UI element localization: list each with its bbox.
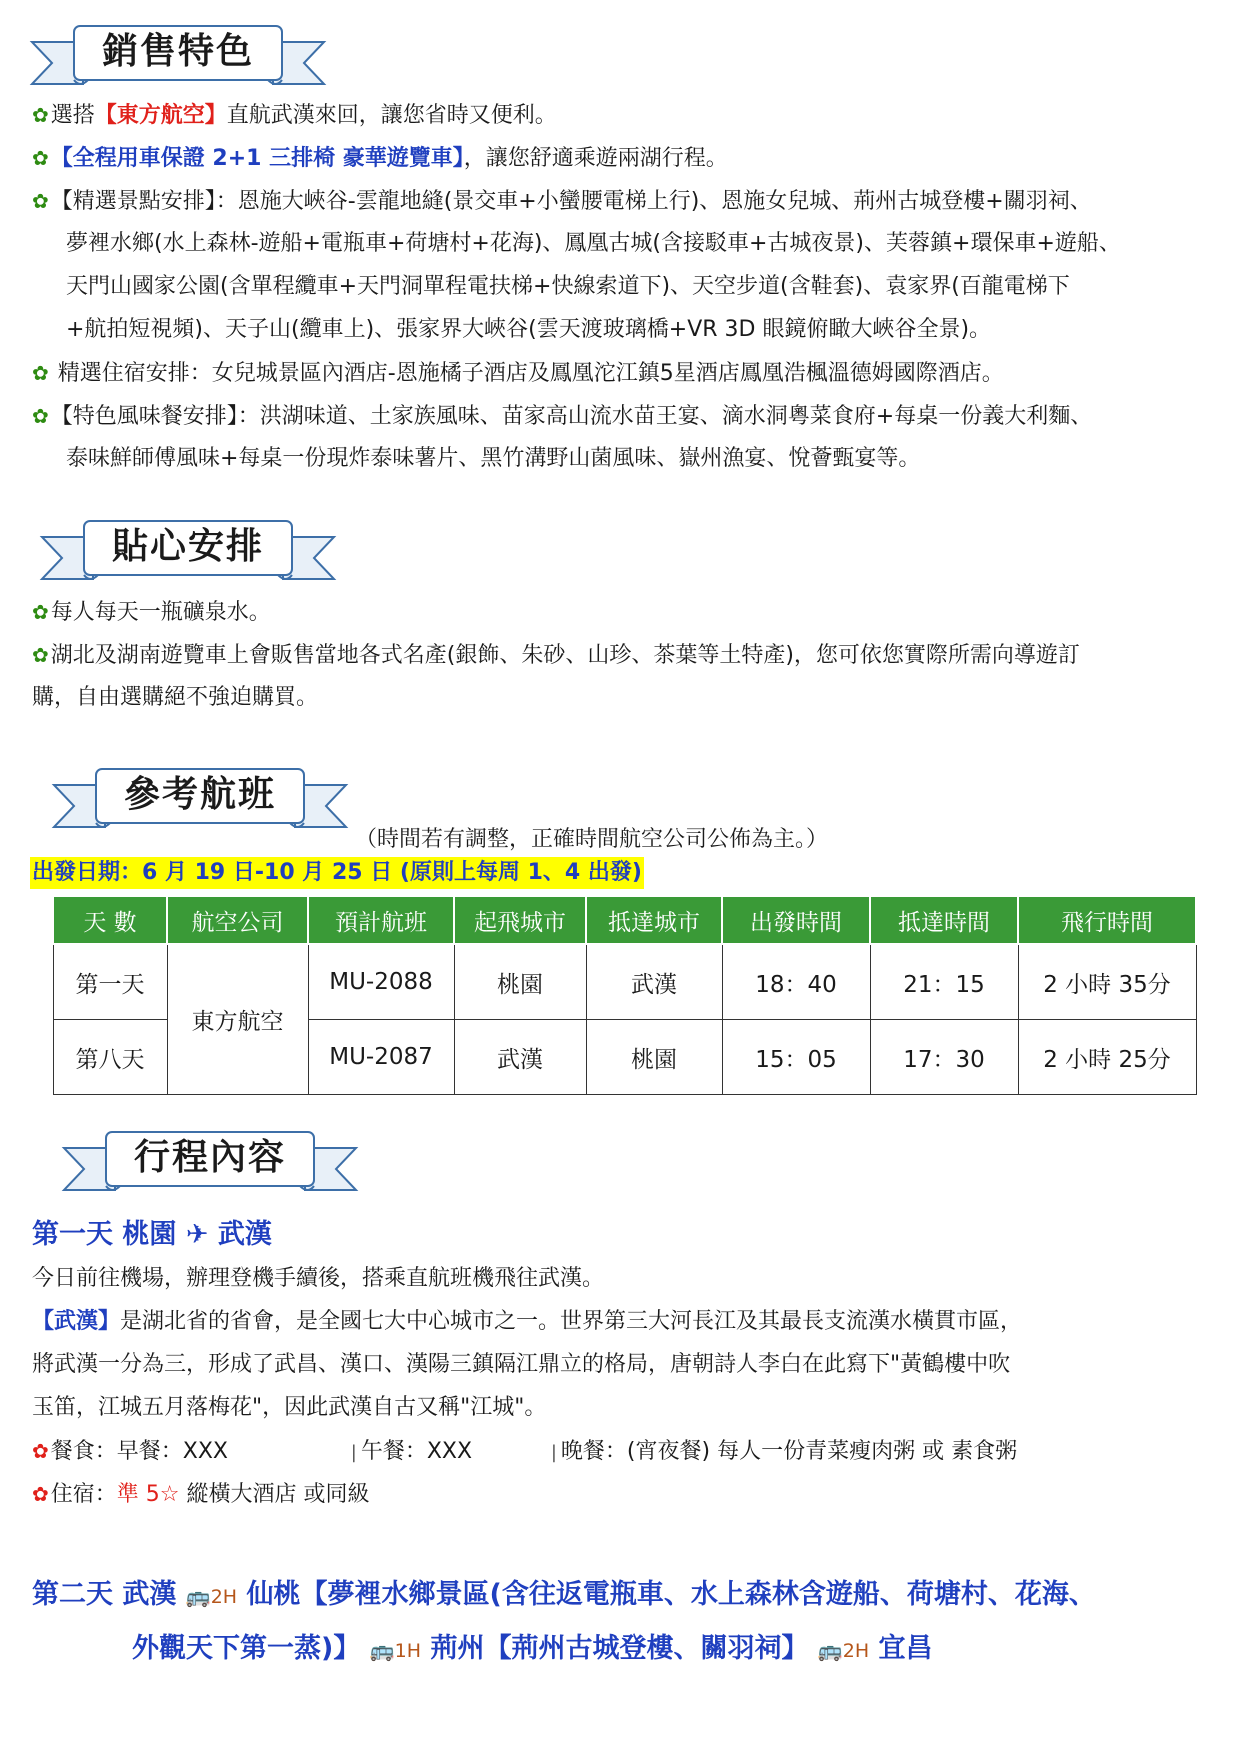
from-cell: 桃園 — [454, 944, 586, 1020]
column-header: 起飛城市 — [454, 896, 586, 944]
day1-hotel: ✿住宿：準 5☆ 縱橫大酒店 或同級 — [32, 1482, 370, 1507]
feature-line: ✿【特色風味餐安排】：洪湖味道、土家族風味、苗家高山流水苗王宴、滴水洞粵菜食府+每桌一份義大利麵、 — [32, 404, 1093, 429]
airplane-icon: ✈ — [185, 1219, 209, 1250]
flight-cell: MU-2088 — [308, 944, 454, 1020]
section-title: 行程內容 — [133, 1137, 286, 1178]
section-title: 參考航班 — [123, 774, 276, 815]
flower-icon: ✿ — [32, 600, 49, 624]
dep-cell: 18：40 — [722, 944, 870, 1020]
section-banner-flights — [50, 765, 350, 839]
section-banner-care — [38, 517, 338, 591]
section-banner-itinerary — [60, 1128, 360, 1202]
column-header: 飛行時間 — [1018, 896, 1196, 944]
flower-icon: ✿ — [32, 146, 49, 170]
from-cell: 武漢 — [454, 1020, 586, 1095]
day1-paragraph: 今日前往機場，辦理登機手續後，搭乘直航班機飛往武漢。 — [32, 1266, 605, 1291]
day1-paragraph: 將武漢一分為三，形成了武昌、漢口、漢陽三鎮隔江鼎立的格局，唐朝詩人李白在此寫下"黃鶴樓中吹 — [32, 1352, 1011, 1377]
bus-icon: 🚌 — [817, 1638, 843, 1662]
feature-line: +航拍短視頻)、天子山(纜車上)、張家界大峽谷(雲天渡玻璃橋+VR 3D 眼鏡俯瞰大峽谷全景)。 — [66, 317, 992, 342]
day1-meals: ✿餐食：早餐：XXX | 午餐：XXX | 晚餐：(宵夜餐) 每人一份青菜瘦肉粥 或 素食粥 — [32, 1439, 1018, 1464]
feature-line: ✿【全程用車保證 2+1 三排椅 豪華遊覽車】，讓您舒適乘遊兩湖行程。 — [32, 146, 728, 171]
section-banner-features — [28, 22, 328, 96]
day2-title: 第二天 武漢 🚌2H 仙桃【夢裡水鄉景區(含往返電瓶車、水上森林含遊船、荷塘村、花海、 — [32, 1579, 1096, 1610]
day2-title: 外觀天下第一蒸)】 🚌1H 荊州【荊州古城登樓、關羽祠】 🚌2H 宜昌 — [132, 1633, 933, 1664]
flower-icon: ✿ — [32, 189, 49, 213]
flight-table — [52, 895, 1197, 1095]
flower-icon: ✿ — [32, 1482, 49, 1506]
bus-icon: 🚌 — [185, 1584, 211, 1608]
feature-line: ✿ 精選住宿安排：女兒城景區內酒店-恩施橘子酒店及鳳凰沱江鎮5星酒店鳳凰浩楓溫德姆國際酒店。 — [32, 361, 1004, 386]
flower-icon: ✿ — [32, 361, 49, 385]
flower-icon: ✿ — [32, 404, 49, 428]
feature-line: 泰味鮮師傅風味+每桌一份現炸泰味薯片、黑竹溝野山菌風味、嶽州漁宴、悅薈甄宴等。 — [66, 446, 921, 471]
departure-dates: 出發日期：6 月 19 日-10 月 25 日 (原則上每周 1、4 出發) — [30, 857, 644, 889]
bus-icon: 🚌 — [369, 1638, 395, 1662]
column-header: 預計航班 — [308, 896, 454, 944]
arr-cell: 17：30 — [870, 1020, 1018, 1095]
flower-icon: ✿ — [32, 103, 49, 127]
feature-line: ✿【精選景點安排】：恩施大峽谷-雲龍地縫(景交車+小蠻腰電梯上行)、恩施女兒城、荊州古城登樓+關羽祠、 — [32, 189, 1092, 214]
column-header: 抵達時間 — [870, 896, 1018, 944]
column-header: 天 數 — [53, 896, 167, 944]
care-line: ✿湖北及湖南遊覽車上會販售當地各式名產(銀飾、朱砂、山珍、茶葉等土特產)，您可依您實際所需向導遊訂 — [32, 643, 1080, 668]
flower-icon: ✿ — [32, 1439, 49, 1463]
day1-paragraph: 【武漢】是湖北省的省會，是全國七大中心城市之一。世界第三大河長江及其最長支流漢水橫貫市區， — [32, 1309, 1023, 1334]
day1-paragraph: 玉笛，江城五月落梅花"，因此武漢自古又稱"江城"。 — [32, 1395, 547, 1420]
care-line: 購，自由選購絕不強迫購買。 — [32, 685, 319, 710]
flower-icon: ✿ — [32, 643, 49, 667]
section-title: 銷售特色 — [101, 31, 254, 72]
feature-line: 天門山國家公園(含單程纜車+天門洞單程電扶梯+快線索道下)、天空步道(含鞋套)、袁家界(百龍電梯下 — [66, 274, 1070, 299]
day1-title: 第一天 桃園 ✈ 武漢 — [32, 1219, 272, 1250]
feature-line: 夢裡水鄉(水上森林-遊船+電瓶車+荷塘村+花海)、鳳凰古城(含接駁車+古城夜景)、芙蓉鎮+環保車+遊船、 — [66, 231, 1121, 256]
feature-line: ✿選搭【東方航空】直航武漢來回，讓您省時又便利。 — [32, 103, 557, 128]
column-header: 航空公司 — [167, 896, 308, 944]
day-cell: 第八天 — [53, 1020, 167, 1095]
column-header: 出發時間 — [722, 896, 870, 944]
column-header: 抵達城市 — [586, 896, 722, 944]
flight-note: （時間若有調整，正確時間航空公司公佈為主。） — [355, 827, 829, 852]
arr-cell: 21：15 — [870, 944, 1018, 1020]
dep-cell: 15：05 — [722, 1020, 870, 1095]
flight-cell: MU-2087 — [308, 1020, 454, 1095]
duration-cell: 2 小時 35分 — [1018, 944, 1196, 1020]
section-title: 貼心安排 — [111, 526, 264, 567]
care-line: ✿每人每天一瓶礦泉水。 — [32, 600, 271, 625]
to-cell: 武漢 — [586, 944, 722, 1020]
duration-cell: 2 小時 25分 — [1018, 1020, 1196, 1095]
table-header-row — [53, 896, 1196, 944]
to-cell: 桃園 — [586, 1020, 722, 1095]
day-cell: 第一天 — [53, 944, 167, 1020]
airline-cell: 東方航空 — [167, 944, 308, 1095]
table-row — [53, 944, 1196, 1020]
